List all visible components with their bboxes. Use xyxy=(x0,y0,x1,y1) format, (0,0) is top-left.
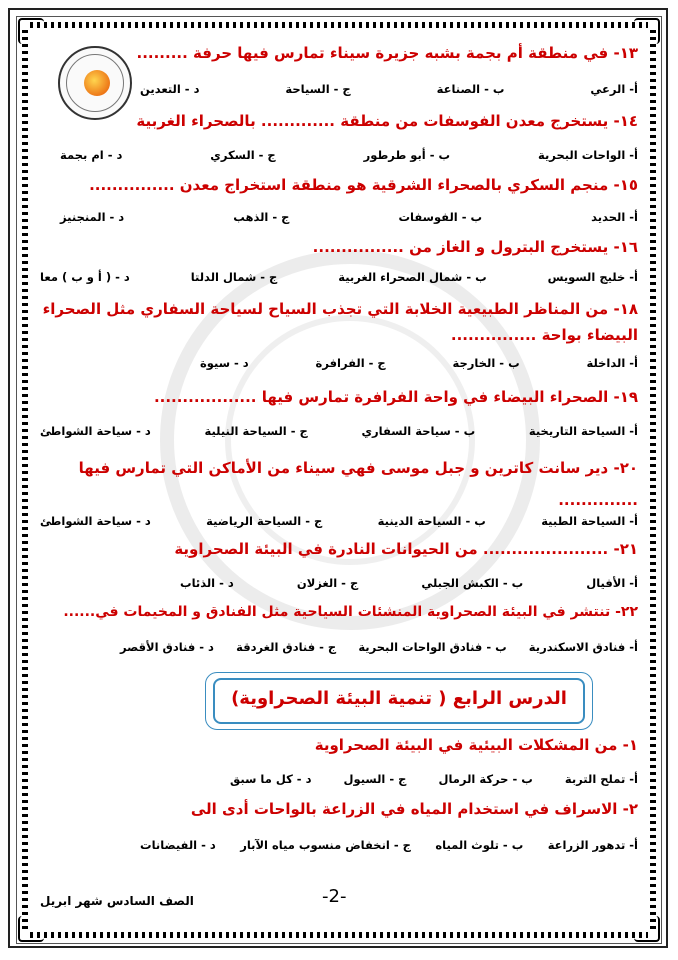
option-a: أ- السياحة الطبية xyxy=(541,514,638,528)
question-20: ٢٠- دير سانت كاترين و جبل موسى فهي سيناء من الأماكن التي تمارس فيها .............. xyxy=(78,459,638,509)
lesson-title: الدرس الرابع ( تنمية البيئة الصحراوية) xyxy=(231,688,567,709)
options-19 xyxy=(40,424,638,438)
lesson-question-2: ٢- الاسراف في استخدام المياه في الزراعة بالواحات أدى الى xyxy=(190,800,638,818)
option-b: ب - السياحة الدينية xyxy=(377,514,486,528)
options-20 xyxy=(40,514,638,528)
options-15 xyxy=(60,210,638,224)
question-text: من المناظر الطبيعية الخلابة التي تجذب السياح لسياحة السفاري مثل الصحراء البيضاء بواحة ............... xyxy=(42,300,638,344)
question-text: من المشكلات البيئية في البيئة الصحراوية xyxy=(314,736,618,754)
option-a: أ- تملح التربة xyxy=(564,772,638,786)
option-a: أ- الرعي xyxy=(590,82,638,96)
corner-ornament xyxy=(634,18,660,44)
option-d: د - الذئاب xyxy=(180,576,234,590)
question-text: تنتشر في البيئة الصحراوية المنشئات السياحية مثل الفنادق و المخيمات في...... xyxy=(63,604,611,620)
option-d: د - التعدين xyxy=(140,82,200,96)
border-dots-top xyxy=(30,22,648,28)
options-21 xyxy=(180,576,638,590)
option-b: ب - شمال الصحراء الغربية xyxy=(338,270,487,284)
option-b: ب - الخارجة xyxy=(452,356,520,370)
question-number: ٢١ xyxy=(619,540,638,558)
option-d: د - فنادق الأقصر xyxy=(120,640,214,654)
border-dots-right xyxy=(650,30,656,930)
option-a: أ- الحديد xyxy=(591,210,638,224)
question-number: ١ xyxy=(628,736,638,754)
option-d: د - سياحة الشواطئ xyxy=(40,424,151,438)
options-13 xyxy=(140,82,638,96)
border-dots-bottom xyxy=(30,932,648,938)
question-15: ١٥- منجم السكري بالصحراء الشرقية هو منطقة استخراج معدن ............... xyxy=(89,176,638,194)
question-18: ١٨- من المناظر الطبيعية الخلابة التي تجذب السياح لسياحة السفاري مثل الصحراء البيضاء بواحة ............... xyxy=(42,300,638,344)
corner-ornament xyxy=(18,916,44,942)
question-13: ١٣- في منطقة أم بجمة بشبه جزيرة سيناء تمارس فيها حرفة ......... xyxy=(136,44,638,62)
option-b: ب - الصناعة xyxy=(436,82,505,96)
option-d: د - سيوة xyxy=(200,356,249,370)
question-number: ٢٠ xyxy=(619,459,638,477)
lesson-banner xyxy=(205,672,593,730)
option-b: ب - فنادق الواحات البحرية xyxy=(358,640,507,654)
option-c: ج - فنادق الغردقة xyxy=(236,640,337,654)
options-18 xyxy=(200,356,638,370)
question-text: يستخرج البترول و الغاز من ................ xyxy=(312,238,609,256)
options-14 xyxy=(60,148,638,162)
option-d: د - المنجنيز xyxy=(60,210,125,224)
option-b: ب - الفوسفات xyxy=(398,210,483,224)
question-16: ١٦- يستخرج البترول و الغاز من ................ xyxy=(312,238,638,256)
option-c: ج - السكري xyxy=(210,148,276,162)
question-text: يستخرج معدن الفوسفات من منطقة ............. بالصحراء الغربية xyxy=(136,112,609,130)
question-19: ١٩- الصحراء البيضاء في واحة الفرافرة تمارس فيها .................. xyxy=(153,388,638,406)
option-d: د - ( أ و ب ) معا xyxy=(40,270,130,284)
footer-grade: الصف السادس شهر ابريل xyxy=(40,894,194,908)
question-number: ١٨ xyxy=(619,300,638,318)
corner-ornament xyxy=(18,18,44,44)
lesson-options-1 xyxy=(230,772,638,786)
question-number: ٢ xyxy=(628,800,638,818)
option-b: ب - تلوث المياه xyxy=(435,838,524,852)
option-a: أ- السياحة التاريخية xyxy=(528,424,638,438)
question-number: ١٦ xyxy=(619,238,638,256)
page-number: -2- xyxy=(322,886,347,907)
option-c: ج - الفرافرة xyxy=(315,356,386,370)
option-c: ج - السيول xyxy=(343,772,407,786)
option-d: د - الفيضانات xyxy=(140,838,216,852)
option-b: ب - حركة الرمال xyxy=(438,772,533,786)
question-22: ٢٢- تنتشر في البيئة الصحراوية المنشئات السياحية مثل الفنادق و المخيمات في...... xyxy=(63,604,638,620)
option-c: ج - السياحة xyxy=(285,82,351,96)
question-text: دير سانت كاترين و جبل موسى فهي سيناء من الأماكن التي تمارس فيها .............. xyxy=(78,459,638,509)
option-a: أ- الأفيال xyxy=(586,576,638,590)
option-c: ج - السياحة الرياضية xyxy=(206,514,323,528)
option-d: د - كل ما سبق xyxy=(230,772,312,786)
option-d: د - ام بجمة xyxy=(60,148,123,162)
question-number: ١٥ xyxy=(619,176,638,194)
question-text: في منطقة أم بجمة بشبه جزيرة سيناء تمارس فيها حرفة ......... xyxy=(136,44,609,62)
question-text: الاسراف في استخدام المياه في الزراعة بالواحات أدى الى xyxy=(190,800,618,818)
option-a: أ- خليج السويس xyxy=(547,270,638,284)
question-14: ١٤- يستخرج معدن الفوسفات من منطقة ............. بالصحراء الغربية xyxy=(136,112,638,130)
option-c: ج - شمال الدلتا xyxy=(190,270,278,284)
option-c: ج - السياحة النيلية xyxy=(204,424,308,438)
option-b: ب - الكبش الجبلي xyxy=(421,576,524,590)
question-number: ١٣ xyxy=(619,44,638,62)
question-number: ٢٢ xyxy=(620,604,638,620)
option-a: أ- تدهور الزراعة xyxy=(547,838,638,852)
option-a: أ- فنادق الاسكندرية xyxy=(528,640,638,654)
option-d: د - سياحة الشواطئ xyxy=(40,514,151,528)
question-number: ١٤ xyxy=(619,112,638,130)
question-number: ١٩ xyxy=(619,388,638,406)
option-c: ج - الذهب xyxy=(233,210,290,224)
question-text: ...................... من الحيوانات النادرة في البيئة الصحراوية xyxy=(174,540,609,558)
option-b: ب - أبو طرطور xyxy=(363,148,451,162)
options-22 xyxy=(120,640,638,654)
options-16 xyxy=(40,270,638,284)
question-text: الصحراء البيضاء في واحة الفرافرة تمارس فيها .................. xyxy=(153,388,609,406)
globe-icon xyxy=(84,70,110,96)
option-a: أ- الواحات البحرية xyxy=(538,148,638,162)
border-dots-left xyxy=(22,30,28,930)
logo-seal xyxy=(58,46,132,120)
corner-ornament xyxy=(634,916,660,942)
question-21: ٢١- ...................... من الحيوانات النادرة في البيئة الصحراوية xyxy=(174,540,638,558)
option-c: ج - الغزلان xyxy=(296,576,359,590)
lesson-options-2 xyxy=(140,838,638,852)
option-a: أ- الداخلة xyxy=(586,356,638,370)
option-c: ج - انخفاض منسوب مياه الآبار xyxy=(240,838,411,852)
question-text: منجم السكري بالصحراء الشرقية هو منطقة استخراج معدن ............... xyxy=(89,176,609,194)
option-b: ب - سياحة السفاري xyxy=(361,424,476,438)
lesson-question-1: ١- من المشكلات البيئية في البيئة الصحراوية xyxy=(314,736,638,754)
